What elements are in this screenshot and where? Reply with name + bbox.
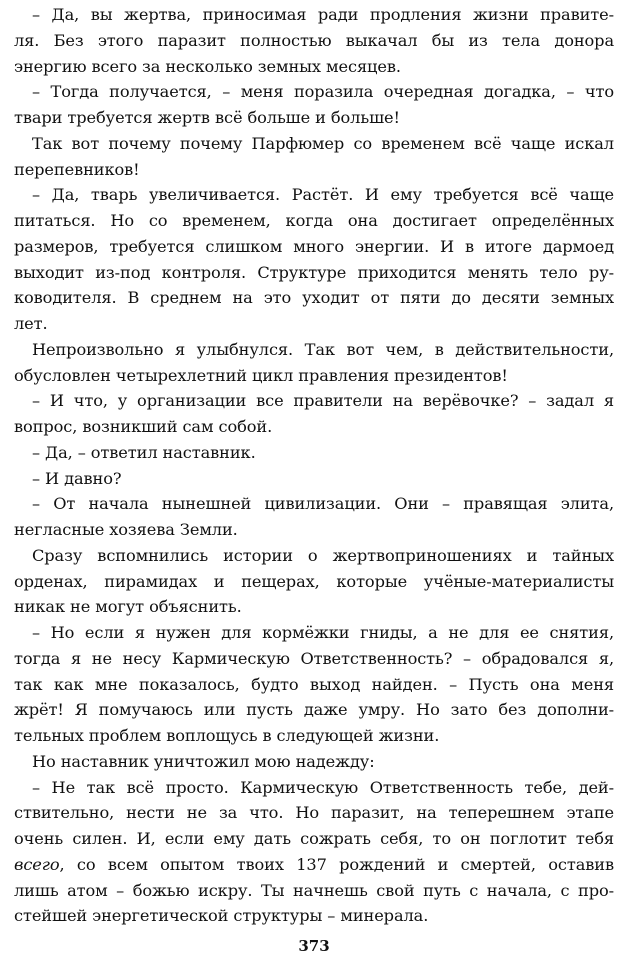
text-line: вопрос, возникший сам собой. xyxy=(14,417,273,436)
text-line: жрёт! Я помучаюсь или пусть даже умру. Но зато без дополни- xyxy=(14,700,614,720)
text-line: негласные хозяева Земли. xyxy=(14,520,238,539)
text-line: Так вот почему почему Парфюмер со временем всё чаще искал xyxy=(32,133,614,153)
text-line: лет. xyxy=(14,314,48,333)
book-page xyxy=(14,0,614,965)
text-line: – Да, вы жертва, приносимая ради продления жизни правите- xyxy=(32,5,614,24)
text-line: ководителя. В среднем на это уходит от пяти до десяти земных xyxy=(14,288,614,308)
text-line: – Да, – ответил наставник. xyxy=(32,442,256,462)
text-line: никак не могут объяснить. xyxy=(14,597,242,617)
text-line: очень силен. И, если ему дать сожрать себя, то он поглотит тебя xyxy=(14,829,614,848)
text-line: ствительно, нести не за что. Но паразит, на теперешнем этапе xyxy=(14,803,614,823)
text-line: так как мне показалось, будто выход найден. – Пусть она меня xyxy=(14,674,614,694)
text-line: всего, со всем опытом твоих 137 рождений и смертей, оставив xyxy=(14,854,614,874)
text-line: твари требуется жертв всё больше и больше! xyxy=(14,108,400,127)
emphasis-text: всего xyxy=(14,854,60,874)
text-line: – Но если я нужен для кормёжки гниды, а не для ее снятия, xyxy=(32,623,614,642)
text-line: обусловлен четырехлетний цикл правления президентов! xyxy=(14,365,508,385)
text-line: размеров, требуется слишком много энергии. И в итоге дармоед xyxy=(14,236,614,256)
text-line: – И что, у организации все правители на верёвочке? – задал я xyxy=(32,391,614,411)
text-line: – От начала нынешней цивилизации. Они – правящая элита, xyxy=(32,494,614,514)
text-line: стейшей энергетической структуры – минерала. xyxy=(14,906,429,926)
text-line: энергию всего за несколько земных месяцев. xyxy=(14,56,401,76)
text-line: тельных проблем воплощусь в следующей жизни. xyxy=(14,726,440,745)
text-line: – Не так всё просто. Кармическую Ответственность тебе, дей- xyxy=(32,777,614,797)
text-line: тогда я не несу Кармическую Ответственность? – обрадовался я, xyxy=(14,648,614,668)
text-line: – Да, тварь увеличивается. Растёт. И ему требуется всё чаще xyxy=(32,185,614,205)
text-line: – Тогда получается, – меня поразила очередная догадка, – что xyxy=(32,82,614,102)
page-number: 373 xyxy=(298,937,330,955)
text-line: лишь атом – божью искру. Ты начнешь свой путь с начала, с про- xyxy=(14,880,614,900)
text-line: орденах, пирамидах и пещерах, которые учёные-материалисты xyxy=(14,571,614,591)
text-line: Непроизвольно я улыбнулся. Так вот чем, в действительности, xyxy=(32,339,614,359)
text-line: ля. Без этого паразит полностью выкачал бы из тела донора xyxy=(14,30,614,50)
text-line: питаться. Но со временем, когда она достигает определённых xyxy=(14,211,614,230)
text-line: Сразу вспомнились истории о жертвоприношениях и тайных xyxy=(32,545,614,565)
text-line: перепевников! xyxy=(14,159,140,179)
text-line: Но наставник уничтожил мою надежду: xyxy=(32,751,375,771)
text-line: – И давно? xyxy=(32,468,122,488)
text-line: выходит из-под контроля. Структуре приходится менять тело ру- xyxy=(14,262,614,282)
